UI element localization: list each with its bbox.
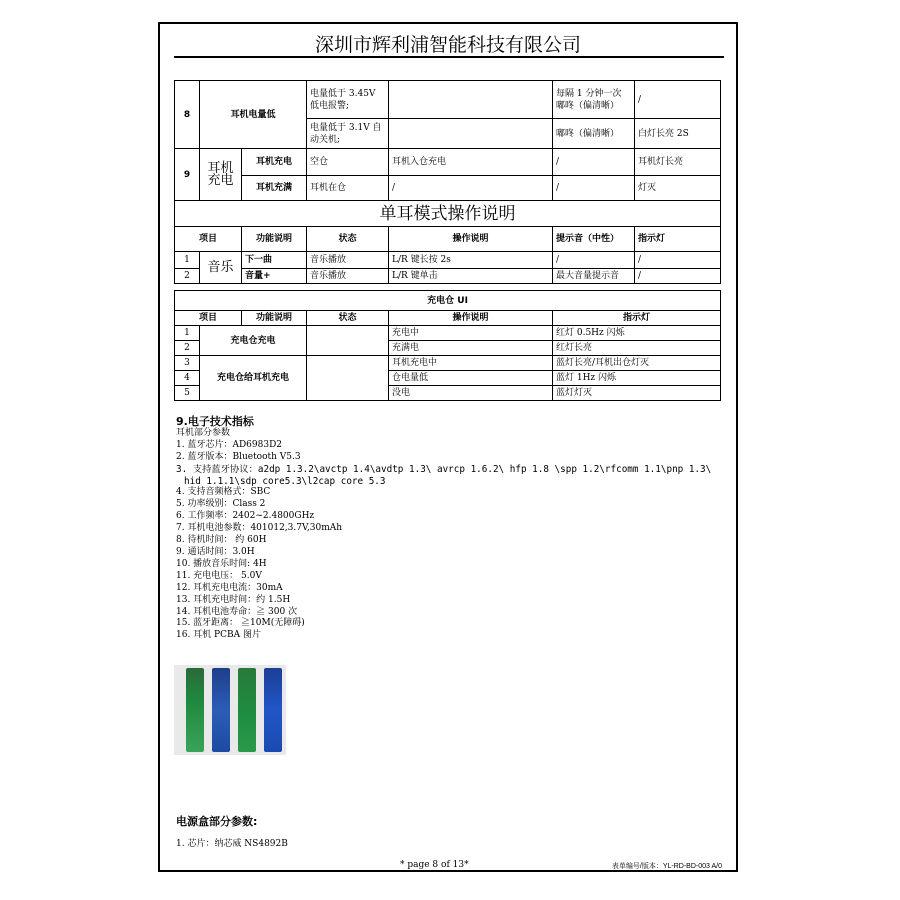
table-row: 耳机充满 耳机在仓 / / 灯灭 [175,176,721,201]
pcb-board-image [238,668,256,752]
list-item: 9. 通话时间：3.0H [176,546,255,557]
table-row [175,201,721,227]
list-item: 1. 蓝牙芯片：AD6983D2 [176,439,283,450]
list-item: 5. 功率级别：Class 2 [176,499,266,510]
list-item: 6. 工作频率：2402~2.4800GHz [176,511,315,522]
table-row: 1 充电仓充电 充电中 红灯 0.5Hz 闪烁 [175,326,721,341]
list-item: 16. 耳机 PCBA 图片 [176,630,261,641]
list-item: 3. 支持蓝牙协议：a2dp 1.3.2\avctp 1.4\avdtp 1.3\ avrcp 1.6.2\ hfp 1.8 \spp 1.2\rfcomm 1.1\pnp 1.3\ [176,463,712,475]
table-row: 3 充电仓给耳机充电 耳机充电中 蓝灯长亮/耳机出仓灯灭 [175,356,721,371]
battery-box-heading: 电源盒部分参数: [176,815,258,828]
list-item: 14. 耳机电池寿命：≧ 300 次 [176,606,298,617]
battery-box-chip: 1. 芯片：纳芯威 NS4892B [176,839,288,849]
list-item: 12. 耳机充电电流：30mA [176,582,283,593]
page-frame [158,22,738,872]
table-row: 9 耳机充电 耳机充电 空仓 耳机入仓充电 / 耳机灯长亮 [175,149,721,176]
form-number: 表单编号/版本：YL-RD-BD-003 A/0 [611,863,722,870]
list-item: 8. 待机时间： 约 60H [176,535,267,546]
section-title: 单耳模式操作说明 [175,201,721,227]
header-rule [174,56,724,58]
list-item: 4. 支持音频格式：SBC [176,487,271,498]
table-header-row: 项目 功能说明 状态 操作说明 指示灯 [175,311,721,326]
table-row: 5 没电 蓝灯灯灭 [175,386,721,401]
table-row: 2 音量+ 音乐播放 L/R 键单击 最大音量提示音 / [175,269,721,284]
table-row: 1 音乐 下一曲 音乐播放 L/R 键长按 2s / / [175,252,721,269]
table-row: 8 耳机电量低 电量低于 3.45V 低电报警; 每隔 1 分钟一次 嘟咚（偏清晰） / [175,81,721,119]
pcb-board-image [212,668,230,752]
pcb-board-image [186,668,204,752]
pcb-board-image [264,668,282,752]
list-item: 7. 耳机电池参数：401012,3.7V,30mAh [176,523,343,534]
pcba-photo [174,665,286,755]
list-item: hid 1.1.1\sdp core5.3\l2cap core 5.3 [184,475,386,487]
company-name: 深圳市辉利浦智能科技有限公司 [314,34,581,56]
spec-heading: 9.电子技术指标 [176,415,254,428]
charging-case-table [174,290,721,401]
function-table [174,80,721,284]
table-row: 4 仓电量低 蓝灯 1Hz 闪烁 [175,371,721,386]
list-item: 11. 充电电压： 5.0V [176,570,262,581]
list-item: 13. 耳机充电时间：约 1.5H [176,594,291,605]
table-row: 电量低于 3.1V 自动关机; 嘟咚（偏清晰） 白灯长亮 2S [175,119,721,149]
page-number: * page 8 of 13* [400,860,469,870]
list-item: 2. 蓝牙版本：Bluetooth V5.3 [176,451,301,462]
spec-section [176,416,731,642]
table-title-row: 充电仓 UI [175,291,721,311]
table-header-row: 项目 功能说明 状态 操作说明 提示音（中性） 指示灯 [175,227,721,252]
list-item: 10. 播放音乐时间: 4H [176,558,267,569]
table-row: 2 充满电 红灯长亮 [175,341,721,356]
list-item: 15. 蓝牙距离： ≧10M(无障碍) [176,618,305,629]
spec-subheading: 耳机部分参数 [176,427,231,438]
